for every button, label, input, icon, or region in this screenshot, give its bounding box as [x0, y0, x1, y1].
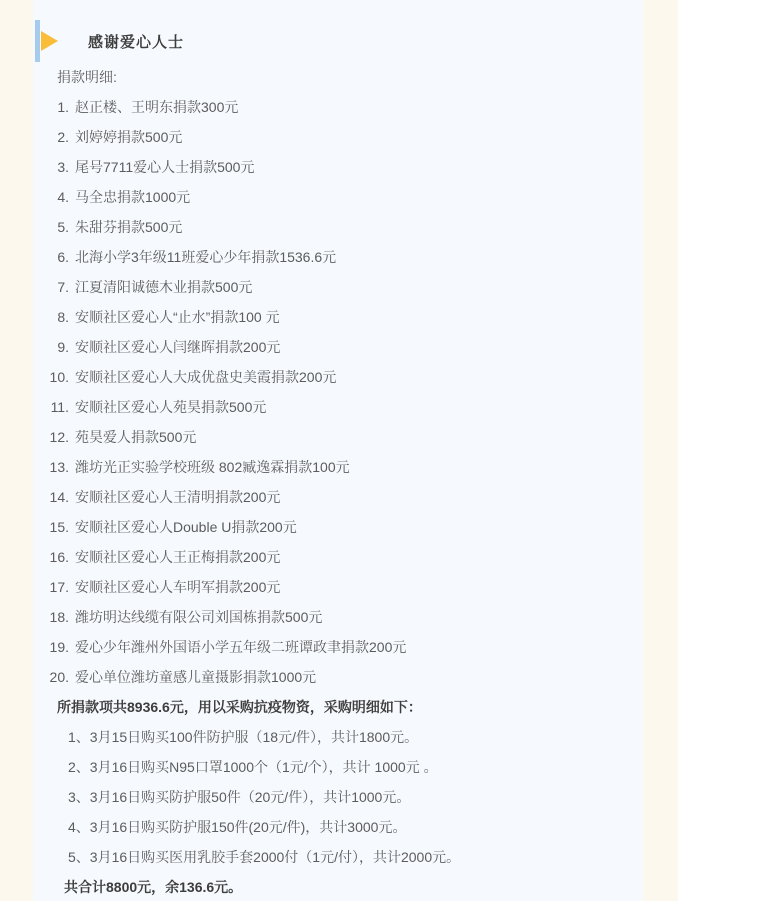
donation-row	[33, 92, 643, 122]
donation-number: 4.	[57, 189, 69, 205]
donation-text: 北海小学3年级11班爱心少年捐款1536.6元	[75, 249, 337, 265]
donation-row	[33, 362, 643, 392]
donation-number: 20.	[49, 669, 69, 685]
donation-number: 12.	[49, 429, 69, 445]
donation-number: 9.	[57, 339, 69, 355]
purchase-text: 3月16日购买N95口罩1000个（1元/个），共计 1000元 。	[89, 759, 438, 775]
donation-text: 安顺社区爱心人Double U捐款200元	[75, 519, 297, 535]
donation-number: 11.	[50, 399, 69, 415]
purchase-text: 3月16日购买防护服50件（20元/件），共计1000元。	[89, 789, 411, 805]
donation-row	[33, 632, 643, 662]
donation-text: 爱心单位潍坊童感儿童摄影捐款1000元	[75, 669, 317, 685]
purchase-number: 3、	[68, 789, 90, 805]
donation-number: 8.	[57, 309, 69, 325]
donation-number: 1.	[57, 99, 69, 115]
purchase-number: 1、	[68, 729, 90, 745]
donation-number: 13.	[49, 459, 69, 475]
donation-text: 爱心少年潍州外国语小学五年级二班谭政聿捐款200元	[75, 639, 407, 655]
donation-text: 安顺社区爱心人闫继晖捐款200元	[75, 339, 281, 355]
purchase-number: 2、	[68, 759, 90, 775]
donation-row	[33, 392, 643, 422]
donation-text: 安顺社区爱心人苑昊捐款500元	[75, 399, 267, 415]
donation-row	[33, 152, 643, 182]
page-title: 感谢爱心人士	[88, 33, 185, 51]
donation-number: 18.	[49, 609, 69, 625]
donation-number: 19.	[49, 639, 69, 655]
donation-text: 江夏清阳诚德木业捐款500元	[75, 279, 253, 295]
purchase-row	[33, 842, 643, 872]
purchase-row	[33, 722, 643, 752]
donation-number: 14.	[49, 489, 69, 505]
donation-text: 安顺社区爱心人车明军捐款200元	[75, 579, 281, 595]
donation-row	[33, 482, 643, 512]
donation-number: 7.	[57, 279, 69, 295]
accent-bar	[35, 20, 40, 62]
donation-row	[33, 512, 643, 542]
donation-text: 潍坊明达线缆有限公司刘国栋捐款500元	[75, 609, 323, 625]
donation-text: 安顺社区爱心人“止水”捐款100 元	[75, 309, 280, 325]
donation-text: 苑昊爱人捐款500元	[75, 429, 197, 445]
donation-row	[33, 452, 643, 482]
purchase-text: 3月15日购买100件防护服（18元/件），共计1800元。	[89, 729, 419, 745]
donation-number: 15.	[49, 519, 69, 535]
total-line: 共合计8800元，余136.6元。	[64, 879, 243, 895]
donation-list	[33, 92, 643, 692]
donation-row	[33, 602, 643, 632]
donation-row	[33, 122, 643, 152]
purchase-list	[33, 722, 643, 872]
donation-text: 安顺社区爱心人王清明捐款200元	[75, 489, 281, 505]
donation-detail-label: 捐款明细:	[57, 69, 117, 85]
donation-row	[33, 422, 643, 452]
section-header	[33, 20, 643, 62]
purchase-row	[33, 812, 643, 842]
donation-row	[33, 332, 643, 362]
donation-text: 安顺社区爱心人王正梅捐款200元	[75, 549, 281, 565]
summary-line: 所捐款项共8936.6元，用以采购抗疫物资，采购明细如下：	[57, 699, 422, 715]
donation-number: 16.	[49, 549, 69, 565]
donation-row	[33, 542, 643, 572]
article-content	[33, 0, 643, 901]
donation-text: 刘婷婷捐款500元	[75, 129, 183, 145]
donation-row	[33, 662, 643, 692]
purchase-text: 3月16日购买防护服150件(20元/件)，共计3000元。	[89, 819, 407, 835]
donation-number: 3.	[57, 159, 69, 175]
donation-text: 潍坊光正实验学校班级 802臧逸霖捐款100元	[75, 459, 350, 475]
donation-text: 朱甜芬捐款500元	[75, 219, 183, 235]
donation-text: 马全忠捐款1000元	[75, 189, 191, 205]
donation-text: 尾号7711爱心人士捐款500元	[75, 159, 255, 175]
purchase-row	[33, 782, 643, 812]
donation-row	[33, 182, 643, 212]
donation-row	[33, 242, 643, 272]
donation-text: 安顺社区爱心人大成优盘史美霞捐款200元	[75, 369, 337, 385]
purchase-text: 3月16日购买医用乳胶手套2000付（1元/付），共计2000元。	[89, 849, 461, 865]
donation-number: 5.	[57, 219, 69, 235]
donation-number: 17.	[49, 579, 69, 595]
purchase-row	[33, 752, 643, 782]
donation-row	[33, 212, 643, 242]
donation-row	[33, 272, 643, 302]
donation-number: 2.	[57, 129, 69, 145]
donation-row	[33, 302, 643, 332]
donation-number: 6.	[57, 249, 69, 265]
triangle-marker-icon	[41, 31, 58, 51]
donation-text: 赵正楼、王明东捐款300元	[75, 99, 239, 115]
purchase-number: 5、	[68, 849, 90, 865]
donation-row	[33, 572, 643, 602]
purchase-number: 4、	[68, 819, 90, 835]
donation-number: 10.	[49, 369, 69, 385]
